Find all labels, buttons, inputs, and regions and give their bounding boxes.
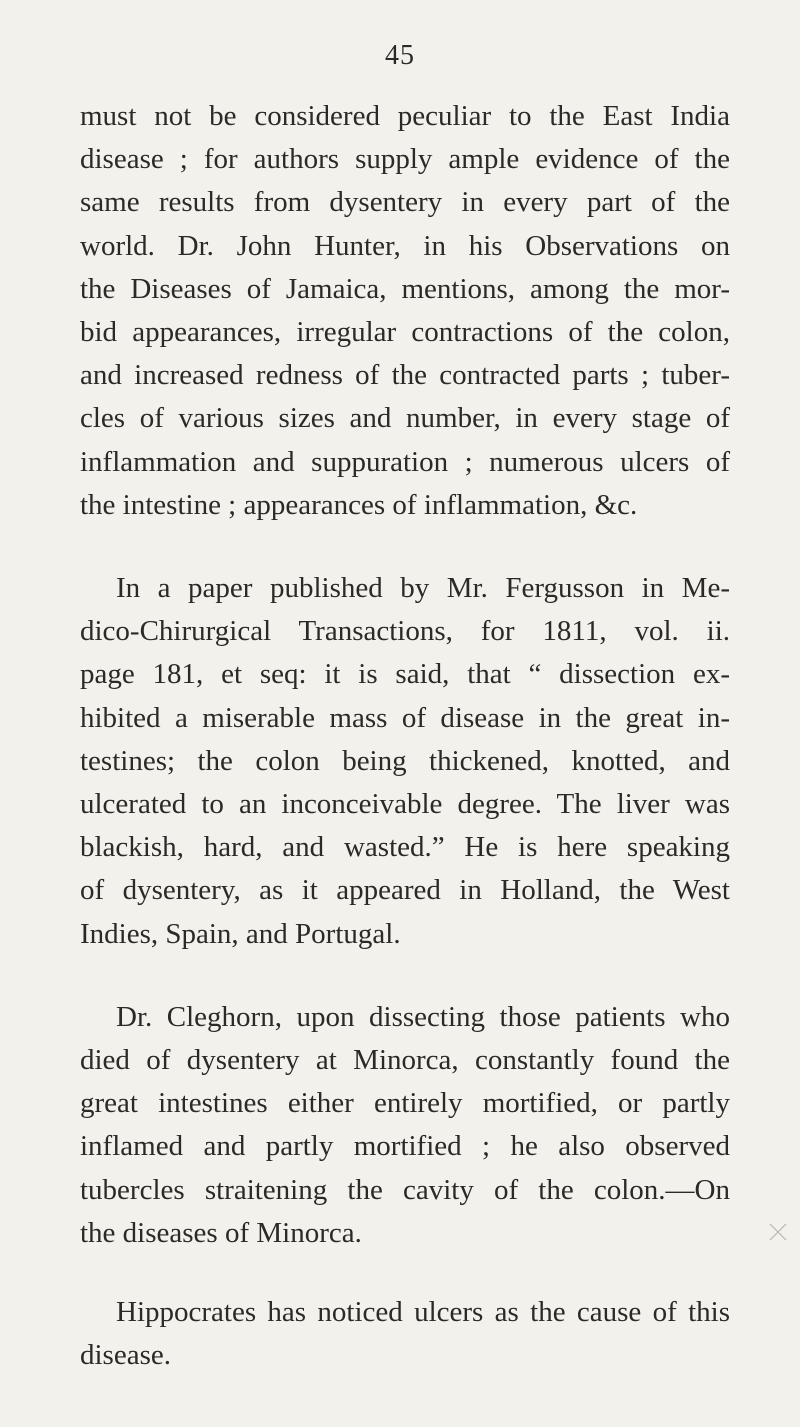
paragraph-4 bbox=[80, 1291, 730, 1377]
text-line: the intestine ; appearances of inflammation, &c. bbox=[80, 488, 638, 521]
page-number: 45 bbox=[385, 40, 415, 71]
text-line: same results from dysentery in every part of the bbox=[80, 186, 730, 219]
text-line: must not be considered peculiar to the East India bbox=[80, 100, 730, 132]
margin-mark-icon bbox=[766, 1220, 790, 1244]
text-line: Dr. Cleghorn, upon dissecting those patients who bbox=[116, 1000, 730, 1033]
text-line: inflamed and partly mortified ; he also observed bbox=[80, 1130, 730, 1163]
text-line: Indies, Spain, and Portugal. bbox=[80, 917, 401, 950]
text-line: disease. bbox=[80, 1339, 171, 1372]
paragraph-3 bbox=[80, 996, 730, 1255]
text-line: disease ; for authors supply ample evidence of the bbox=[80, 143, 730, 176]
text-line: In a paper published by Mr. Fergusson in Me- bbox=[116, 572, 730, 605]
text-line: cles of various sizes and number, in every stage of bbox=[80, 402, 730, 435]
text-line: ulcerated to an inconceivable degree. The liver was bbox=[80, 788, 730, 821]
text-line: the diseases of Minorca. bbox=[80, 1216, 362, 1249]
text-line: the Diseases of Jamaica, mentions, among the mor- bbox=[80, 272, 730, 305]
text-line: died of dysentery at Minorca, constantly found the bbox=[80, 1044, 730, 1077]
paragraph-1 bbox=[80, 95, 730, 527]
text-line: and increased redness of the contracted parts ; tuber- bbox=[80, 359, 730, 392]
text-line: Hippocrates has noticed ulcers as the cause of this bbox=[116, 1296, 730, 1329]
text-line: testines; the colon being thickened, knotted, and bbox=[80, 744, 730, 777]
text-line: inflammation and suppuration ; numerous ulcers of bbox=[80, 445, 730, 478]
text-line: of dysentery, as it appeared in Holland, the West bbox=[80, 874, 730, 907]
text-line: hibited a miserable mass of disease in the great in- bbox=[80, 701, 730, 734]
text-line: tubercles straitening the cavity of the colon.—On bbox=[80, 1173, 730, 1206]
text-line: great intestines either entirely mortified, or partly bbox=[80, 1087, 730, 1120]
text-line: dico-Chirurgical Transactions, for 1811, vol. ii. bbox=[80, 615, 730, 648]
text-line: bid appearances, irregular contractions of the colon, bbox=[80, 316, 730, 349]
text-line: page 181, et seq: it is said, that “ dissection ex- bbox=[80, 658, 730, 691]
text-line: world. Dr. John Hunter, in his Observations on bbox=[80, 229, 730, 262]
paragraph-2 bbox=[80, 567, 730, 956]
body-text bbox=[80, 95, 730, 1377]
text-line: blackish, hard, and wasted.” He is here speaking bbox=[80, 831, 730, 864]
